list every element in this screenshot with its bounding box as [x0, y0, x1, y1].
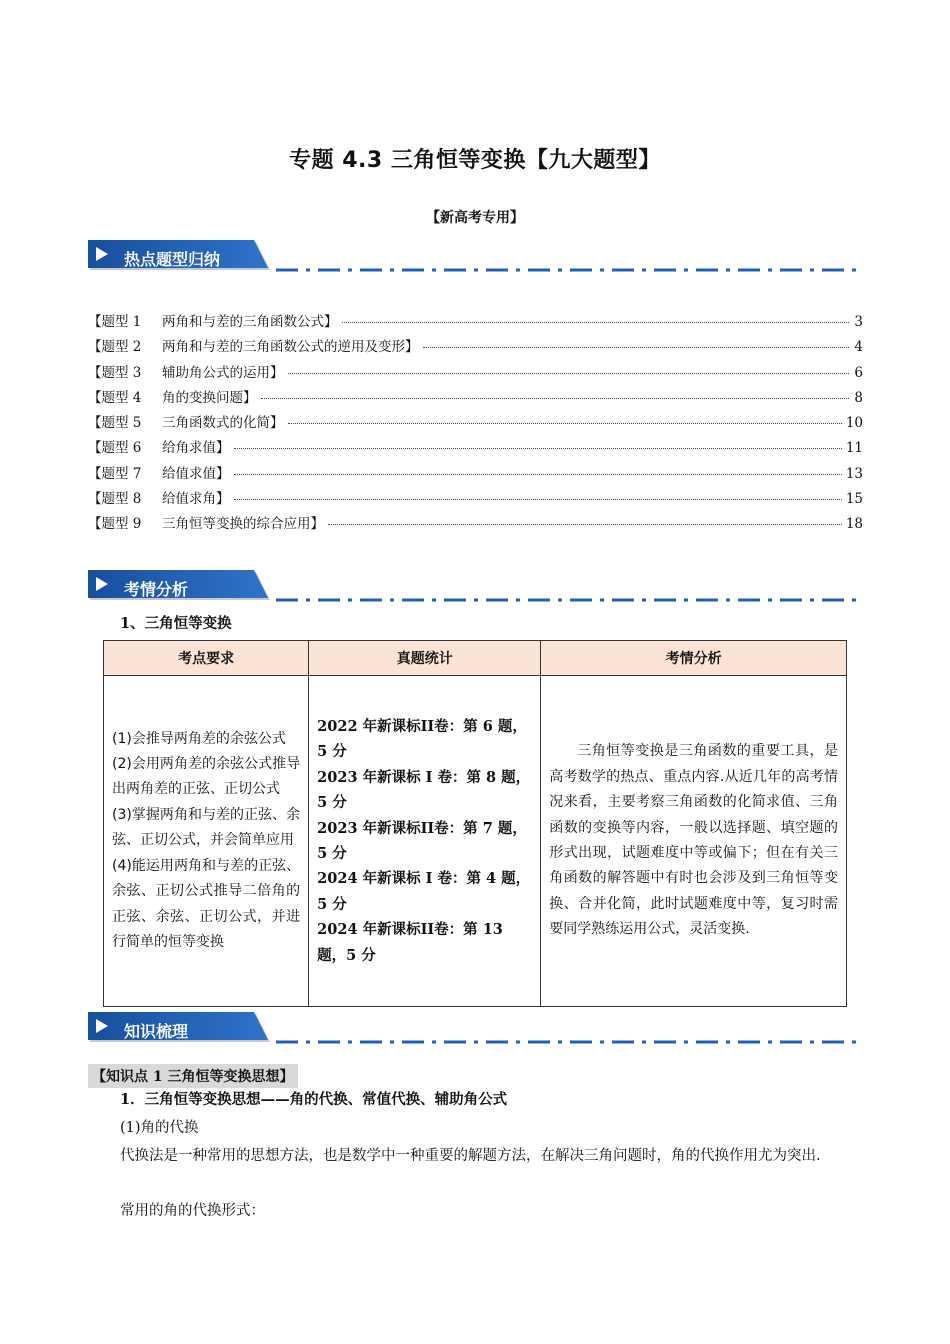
stats-cell — [309, 676, 541, 1007]
banner-label: 知识梳理 — [124, 1022, 189, 1041]
banner-ribbon-graphic — [88, 1012, 863, 1052]
toc-list — [88, 310, 863, 538]
analysis-text: 三角恒等变换是三角函数的重要工具，是高考数学的热点、重点内容.从近几年的高考情况来看，主要考察三角函数的化简求值、三角函数的变换等内容，一般以选择题、填空题的形式出现，试题难度中等或偏下；但在有关三角函数的解答题中有时也会涉及到三角恒等变换、合并化简，此时试题难度中等，复习时需要同学熟练运用公式，灵活变换. — [549, 743, 838, 938]
toc-item[interactable] — [88, 487, 863, 512]
toc-num: 【题型 2 — [88, 339, 142, 356]
table-row — [104, 676, 847, 1007]
banner-knowledge — [88, 1012, 863, 1052]
toc-num: 【题型 7 — [88, 465, 142, 482]
toc-num: 【题型 3 — [88, 364, 142, 381]
toc-item[interactable] — [88, 411, 863, 436]
toc-text: 角的变换问题】 — [162, 389, 257, 406]
toc-item[interactable] — [88, 310, 863, 335]
stat-item: 2024 年新课标II卷：第 13 题，5 分 — [317, 921, 503, 964]
toc-text: 三角函数式的化简】 — [162, 415, 284, 432]
toc-num: 【题型 8 — [88, 491, 142, 508]
toc-text: 给值求值】 — [162, 465, 230, 482]
requirement-item: (3)掌握两角和与差的正弦、余弦、正切公式，并会简单应用 — [112, 806, 301, 849]
toc-text: 三角恒等变换的综合应用】 — [162, 516, 324, 533]
kp-paragraph: 代换法是一种常用的思想方法，也是数学中一种重要的解题方法，在解决三角问题时，角的代换作用尤为突出. — [120, 1148, 821, 1164]
analysis-cell — [541, 676, 847, 1007]
toc-page: 6 — [854, 364, 863, 381]
banner-label: 考情分析 — [124, 580, 189, 599]
exam-analysis-table — [103, 640, 847, 1007]
toc-leader — [234, 498, 842, 500]
toc-leader — [423, 346, 850, 348]
toc-num: 【题型 9 — [88, 516, 142, 533]
toc-page: 18 — [845, 516, 863, 533]
toc-leader — [234, 447, 842, 449]
toc-text: 给角求值】 — [162, 440, 230, 457]
toc-num: 【题型 6 — [88, 440, 142, 457]
toc-leader — [288, 372, 850, 374]
table-header-cell: 真题统计 — [309, 641, 541, 676]
banner-hot-topics — [88, 240, 863, 280]
toc-page: 11 — [845, 440, 863, 457]
toc-leader — [342, 321, 850, 323]
toc-page: 15 — [845, 491, 863, 508]
toc-text: 辅助角公式的运用】 — [162, 364, 284, 381]
toc-page: 8 — [854, 389, 863, 406]
toc-leader — [288, 422, 842, 424]
toc-leader — [328, 523, 842, 525]
toc-item[interactable] — [88, 361, 863, 386]
stat-item: 2024 年新课标 I 卷：第 4 题，5 分 — [317, 870, 531, 913]
toc-item[interactable] — [88, 386, 863, 411]
requirement-item: (2)会用两角差的余弦公式推导出两角差的正弦、正切公式 — [112, 756, 301, 798]
toc-text: 给值求角】 — [162, 491, 230, 508]
table-header-cell: 考情分析 — [541, 641, 847, 676]
toc-text: 两角和与差的三角函数公式】 — [162, 314, 338, 330]
toc-item[interactable] — [88, 436, 863, 461]
toc-item[interactable] — [88, 462, 863, 487]
page-subtitle: 【新高考专用】 — [426, 210, 524, 226]
toc-text: 两角和与差的三角函数公式的逆用及变形】 — [162, 339, 419, 356]
toc-leader — [234, 473, 842, 475]
kp-heading: 1．三角恒等变换思想——角的代换、常值代换、辅助角公式 — [120, 1091, 508, 1108]
table-header-cell: 考点要求 — [104, 641, 309, 676]
knowledge-point-tag: 【知识点 1 三角恒等变换思想】 — [88, 1064, 298, 1088]
stat-item: 2023 年新课标 I 卷：第 8 题，5 分 — [317, 768, 531, 812]
banner-label: 热点题型归纳 — [124, 250, 221, 269]
banner-exam-analysis — [88, 570, 863, 610]
toc-page: 4 — [854, 339, 863, 356]
requirement-item: (4)能运用两角和与差的正弦、余弦、正切公式推导二倍角的正弦、余弦、正切公式，并进行简单的恒等变换 — [112, 857, 301, 950]
banner-ribbon-graphic — [88, 570, 863, 610]
page-title: 专题 4.3 三角恒等变换【九大题型】 — [289, 148, 661, 173]
toc-item[interactable] — [88, 512, 863, 537]
stat-item: 2023 年新课标II卷：第 7 题，5 分 — [317, 819, 527, 862]
requirement-item: (1)会推导两角差的余弦公式 — [112, 730, 286, 747]
toc-leader — [261, 397, 850, 399]
toc-page: 3 — [854, 314, 863, 330]
toc-num: 【题型 4 — [88, 389, 142, 406]
toc-page: 10 — [845, 415, 863, 432]
toc-num: 【题型 1 — [88, 314, 142, 330]
table-header-row — [104, 641, 847, 676]
kp-subheading: (1)角的代换 — [120, 1120, 199, 1136]
section-heading: 1、三角恒等变换 — [120, 615, 232, 632]
toc-item[interactable] — [88, 335, 863, 360]
toc-num: 【题型 5 — [88, 415, 142, 432]
toc-page: 13 — [845, 465, 863, 482]
requirements-cell — [104, 676, 309, 1007]
stat-item: 2022 年新课标II卷：第 6 题，5 分 — [317, 717, 527, 761]
kp-text: 常用的角的代换形式： — [120, 1203, 265, 1219]
